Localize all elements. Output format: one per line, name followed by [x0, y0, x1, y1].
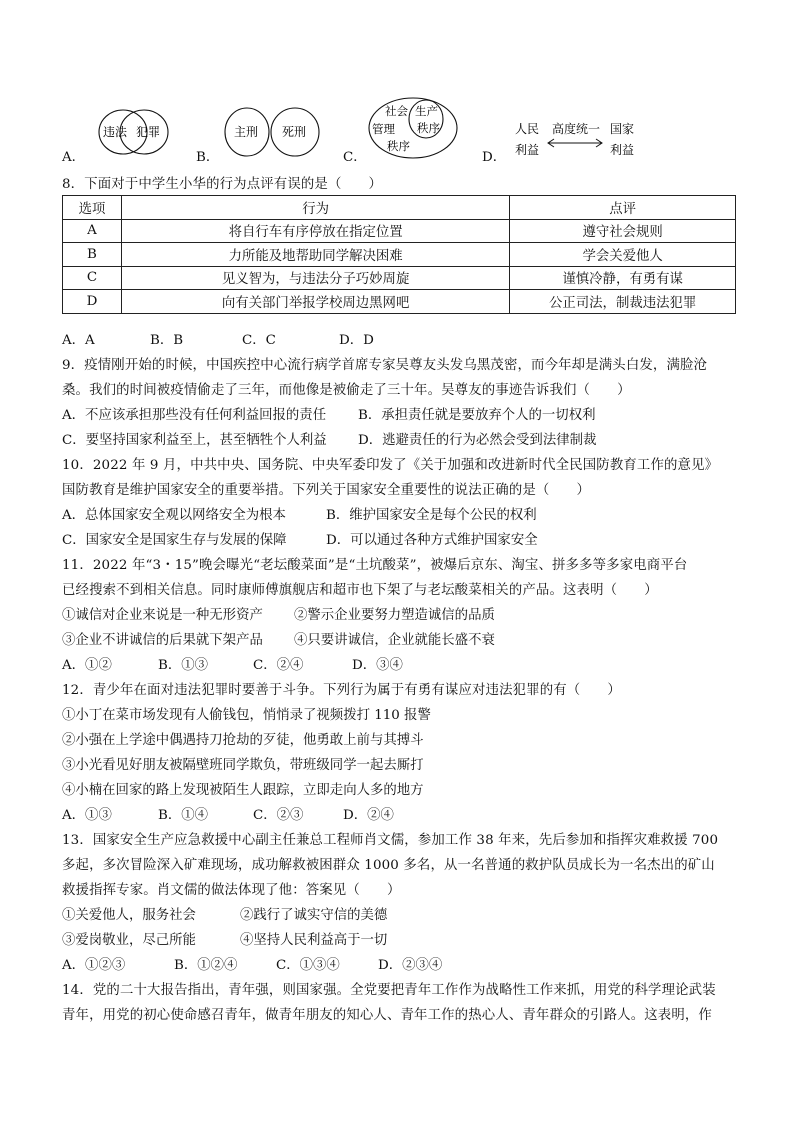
q11-stem-line2: 已经搜索不到相关信息。同时康师傅旗舰店和超市也下架了与老坛酸菜相关的产品。这表明（ ）	[62, 583, 658, 598]
option-d: D．②④	[343, 808, 394, 823]
q7-d-right-1: 国家	[610, 122, 635, 136]
q7-d-mid: 高度统一	[552, 122, 601, 136]
option-c: C．②④	[253, 658, 304, 673]
q9-option-a: A．不应该承担那些没有任何利益回报的责任	[62, 408, 327, 423]
q7-c-outer-3: 秩序	[387, 139, 410, 153]
q7-d-left-2: 利益	[515, 143, 540, 157]
q11-statement-2: ②警示企业要努力塑造诚信的品质	[294, 608, 495, 623]
option-b: B．B	[150, 333, 184, 348]
table-row	[63, 219, 736, 243]
q7-diagram-d	[510, 118, 650, 160]
option-b: B．①②④	[174, 958, 238, 973]
q11-stem-line1: 11．2022 年“3・15”晚会曝光“老坛酸菜面”是“土坑酸菜”，被爆后京东、淘宝、拼多多等多家电商平台	[62, 558, 688, 573]
q12-stem-line1: 12．青少年在面对违法犯罪时要善于斗争。下列行为属于有勇有谋应对违法犯罪的有（ ）	[62, 683, 621, 698]
table-header-cell: 行为	[121, 196, 509, 220]
q11-statement-3: ③企业不讲诚信的后果就下架产品	[62, 633, 263, 648]
table-cell: D	[63, 290, 122, 314]
q7-c-outer-1: 社会	[385, 104, 408, 118]
q7-d-right-2: 利益	[610, 143, 635, 157]
q12-statement-1: ①小丁在菜市场发现有人偷钱包，悄悄录了视频拨打 110 报警	[62, 708, 431, 723]
option-d: D．③④	[352, 658, 403, 673]
q9-stem-line2: 桑。我们的时间被疫情偷走了三年，而他像是被偷走了三十年。吴尊友的事迹告诉我们（ ）	[62, 383, 631, 398]
table-cell: 见义智为，与违法分子巧妙周旋	[121, 266, 509, 290]
table-cell: 谨慎冷静，有勇有谋	[510, 266, 736, 290]
q7-c-outer-2: 管理	[372, 122, 395, 136]
table-cell: 遵守社会规则	[510, 219, 736, 243]
q7-diagram-c	[368, 96, 464, 162]
q12-statement-4: ④小楠在回家的路上发现被陌生人跟踪，立即走向人多的地方	[62, 783, 424, 798]
q10-option-a: A．总体国家安全观以网络安全为根本	[62, 508, 286, 523]
q13-stem-line2: 多起，多次冒险深入矿难现场，成功解救被困群众 1000 多名，从一名普通的救护队员成长为一名杰出的矿山	[62, 858, 715, 873]
q13-statement-1: ①关爱他人，服务社会	[62, 908, 196, 923]
table-cell: 将自行车有序停放在指定位置	[121, 219, 509, 243]
q10-stem-line2: 国防教育是维护国家安全的重要举措。下列关于国家安全重要性的说法正确的是（ ）	[62, 483, 591, 498]
q10-option-c: C．国家安全是国家生存与发展的保障	[62, 533, 287, 548]
q7-diagram-b	[222, 106, 332, 162]
q11-statement-1: ①诚信对企业来说是一种无形资产	[62, 608, 263, 623]
q14-stem-line2: 青年，用党的初心使命感召青年，做青年朋友的知心人、青年工作的热心人、青年群众的引路人。这表明，作	[62, 1008, 712, 1023]
table-cell: A	[63, 219, 122, 243]
table-header-cell: 选项	[63, 196, 122, 220]
option-d: D．D	[339, 333, 374, 348]
q7-option-a-label: A．	[62, 150, 86, 165]
table-row	[63, 243, 736, 267]
q13-statement-2: ②践行了诚实守信的美德	[240, 908, 388, 923]
q8-stem: 8．下面对于中学生小华的行为点评有误的是（ ）	[62, 177, 383, 192]
table-cell: 力所能及地帮助同学解决困难	[121, 243, 509, 267]
q7-a-left-text: 违法	[103, 125, 128, 139]
q13-statement-3: ③爱岗敬业，尽己所能	[62, 933, 196, 948]
q13-statement-4: ④坚持人民利益高于一切	[240, 933, 388, 948]
q7-d-left-1: 人民	[515, 122, 540, 136]
table-cell: C	[63, 266, 122, 290]
table-cell: 学会关爱他人	[510, 243, 736, 267]
q12-statement-3: ③小光看见好朋友被隔壁班同学欺负，带班级同学一起去厮打	[62, 758, 424, 773]
q7-b-left-text: 主刑	[234, 125, 259, 139]
option-c: C．C	[242, 333, 276, 348]
option-c: C．①③④	[276, 958, 340, 973]
q7-b-right-text: 死刑	[282, 125, 307, 139]
option-a: A．①②③	[62, 958, 126, 973]
table-row	[63, 290, 736, 314]
q9-option-d: D．逃避责任的行为必然会受到法律制裁	[358, 433, 597, 448]
q14-stem-line1: 14．党的二十大报告指出，青年强，则国家强。全党要把青年工作作为战略性工作来抓，用党的科学理论武装	[62, 983, 716, 998]
option-b: B．①③	[158, 658, 209, 673]
q12-statement-2: ②小强在上学途中偶遇持刀抢劫的歹徒，他勇敢上前与其搏斗	[62, 733, 424, 748]
q7-diagram-a	[94, 108, 174, 160]
table-header-row	[63, 196, 736, 220]
q11-statement-4: ④只要讲诚信，企业就能长盛不衰	[294, 633, 495, 648]
q7-c-inner-1: 生产	[415, 104, 438, 118]
option-a: A．A	[62, 333, 95, 348]
q9-option-b: B．承担责任就是要放弃个人的一切权利	[358, 408, 596, 423]
option-d: D．②③④	[378, 958, 443, 973]
table-cell: B	[63, 243, 122, 267]
q7-a-right-text: 犯罪	[136, 125, 161, 139]
option-a: A．①②	[62, 658, 112, 673]
option-a: A．①③	[62, 808, 112, 823]
q13-stem-line3: 救援指挥专家。肖文儒的做法体现了他：答案见（ ）	[62, 883, 401, 898]
table-cell: 向有关部门举报学校周边黑网吧	[121, 290, 509, 314]
q8-table	[62, 195, 736, 314]
q10-option-d: D．可以通过各种方式维护国家安全	[326, 533, 538, 548]
q10-option-b: B．维护国家安全是每个公民的权利	[326, 508, 537, 523]
q9-stem-line1: 9．疫情刚开始的时候，中国疾控中心流行病学首席专家吴尊友头发乌黑茂密，而今年却是满头白发，满脸沧	[62, 358, 708, 373]
q10-stem-line1: 10．2022 年 9 月，中共中央、国务院、中央军委印发了《关于加强和改进新时代全民国防教育工作的意见》	[62, 458, 719, 473]
option-b: B．①④	[158, 808, 209, 823]
q9-option-c: C．要坚持国家利益至上，甚至牺牲个人利益	[62, 433, 327, 448]
table-cell: 公正司法，制裁违法犯罪	[510, 290, 736, 314]
table-row	[63, 266, 736, 290]
q7-option-d-label: D．	[482, 150, 507, 165]
q7-c-inner-2: 秩序	[417, 121, 440, 135]
double-arrow-icon	[548, 139, 602, 147]
option-c: C．②③	[253, 808, 304, 823]
q13-stem-line1: 13．国家安全生产应急救援中心副主任兼总工程师肖文儒，参加工作 38 年来，先后参加和指挥灾难救援 700	[62, 833, 719, 848]
q7-option-c-label: C．	[343, 150, 367, 165]
table-header-cell: 点评	[510, 196, 736, 220]
q7-option-b-label: B．	[196, 150, 220, 165]
